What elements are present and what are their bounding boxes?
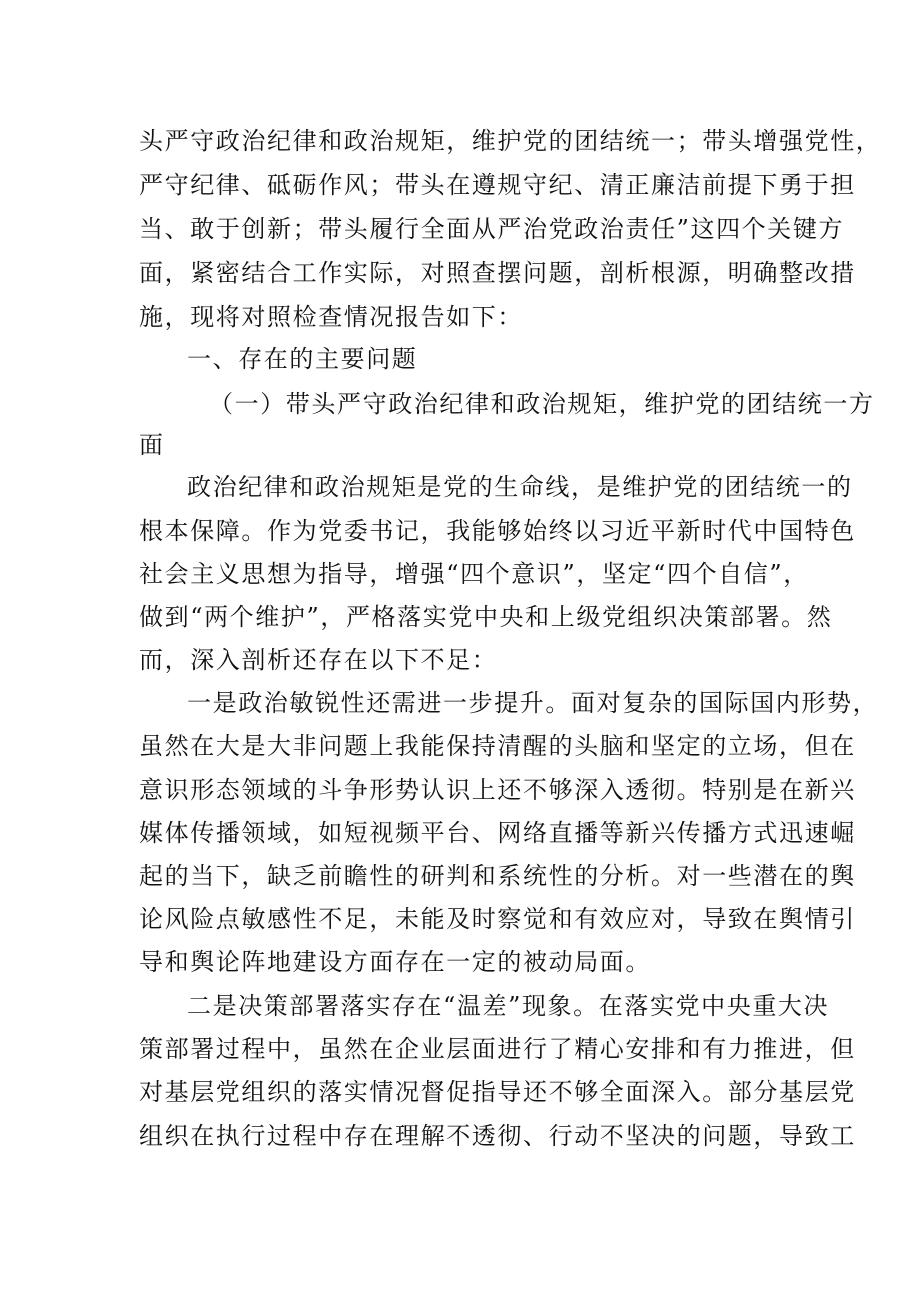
intro-line-4: 面，紧密结合工作实际，对照查摆问题，剖析根源，明确整改措: [139, 259, 856, 287]
paragraph-2-line-5: 起的当下，缺乏前瞻性的研判和系统性的分析。对一些潜在的舆: [139, 862, 856, 890]
paragraph-3-line-4: 组织在执行过程中存在理解不透彻、行动不坚决的问题，导致工: [139, 1122, 856, 1150]
paragraph-2-line-4: 媒体传播领域，如短视频平台、网络直播等新兴传播方式迅速崛: [139, 819, 856, 847]
paragraph-1-line-2: 根本保障。作为党委书记，我能够始终以习近平新时代中国特色: [139, 517, 856, 545]
paragraph-1-line-5: 而，深入剖析还存在以下不足：: [139, 646, 498, 674]
intro-line-1: 头严守政治纪律和政治规矩，维护党的团结统一；带头增强党性，: [139, 127, 882, 155]
paragraph-1-line-3: 社会主义思想为指导，增强“四个意识”，坚定“四个自信”，: [139, 560, 809, 588]
section-heading: 一、存在的主要问题: [187, 345, 418, 373]
paragraph-2-line-3: 意识形态领域的斗争形势认识上还不够深入透彻。特别是在新兴: [139, 776, 856, 804]
paragraph-2-line-6: 论风险点敏感性不足，未能及时察觉和有效应对，导致在舆情引: [139, 905, 856, 933]
subsection-heading-line-1: （一）带头严守政治纪律和政治规矩，维护党的团结统一方: [209, 390, 875, 418]
paragraph-3-line-2: 策部署过程中，虽然在企业层面进行了精心安排和有力推进，但: [139, 1035, 856, 1063]
intro-line-5: 施，现将对照检查情况报告如下：: [139, 303, 523, 331]
paragraph-2-line-7: 导和舆论阵地建设方面存在一定的被动局面。: [139, 948, 651, 976]
paragraph-2-line-2: 虽然在大是大非问题上我能保持清醒的头脑和坚定的立场，但在: [139, 732, 856, 760]
paragraph-3-line-3: 对基层党组织的落实情况督促指导还不够全面深入。部分基层党: [139, 1078, 856, 1106]
subsection-heading-line-2: 面: [139, 431, 165, 459]
paragraph-1-line-1: 政治纪律和政治规矩是党的生命线，是维护党的团结统一的: [187, 473, 853, 501]
intro-line-2: 严守纪律、砥砺作风；带头在遵规守纪、清正廉洁前提下勇于担: [139, 171, 856, 199]
paragraph-2-line-1: 一是政治敏锐性还需进一步提升。面对复杂的国际国内形势，: [187, 689, 879, 717]
intro-line-3: 当、敢于创新；带头履行全面从严治党政治责任”这四个关键方: [139, 215, 845, 243]
paragraph-1-line-4: 做到“两个维护”，严格落实党中央和上级党组织决策部署。然: [139, 603, 833, 631]
paragraph-3-line-1: 二是决策部署落实存在“温差”现象。在落实党中央重大决: [187, 992, 830, 1020]
